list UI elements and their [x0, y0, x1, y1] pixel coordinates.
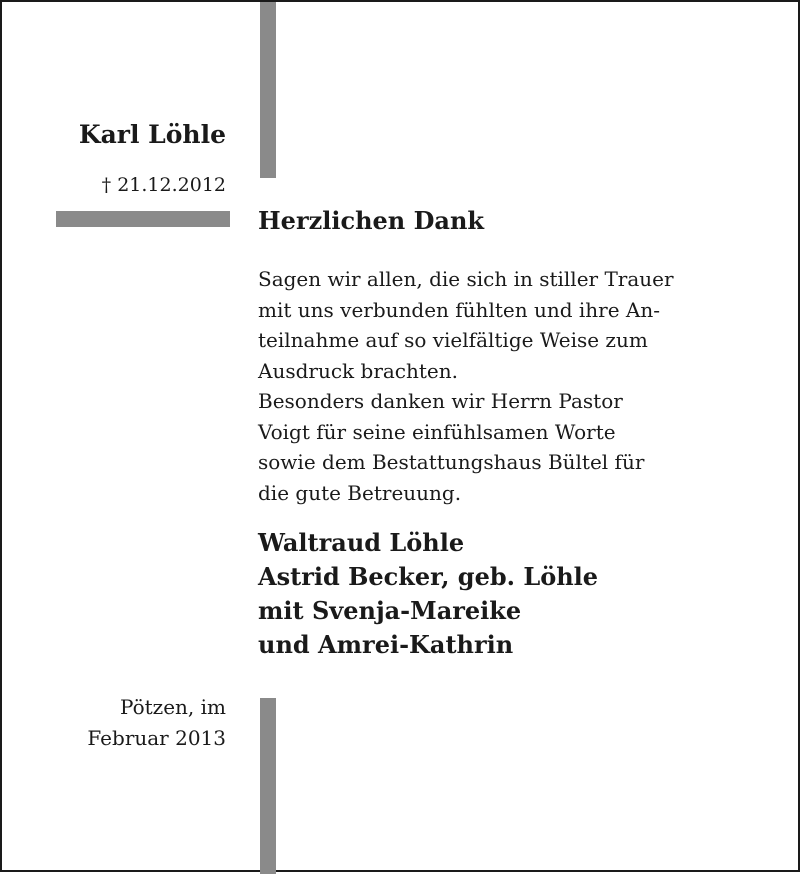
thanks-heading: Herzlichen Dank	[258, 206, 485, 235]
text-line: sowie dem Bestattungshaus Bültel für	[258, 450, 645, 474]
text-line: mit uns verbunden fühlten und ihre An-	[258, 297, 660, 322]
text-line: Besonders danken wir Herrn Pastor	[258, 389, 623, 413]
place-date	[87, 692, 226, 754]
signer-line: mit Svenja-Mareike	[258, 596, 522, 625]
cross-bar-horizontal	[56, 211, 230, 227]
cross-bar-bottom	[260, 698, 276, 874]
text-line: Sagen wir allen, die sich in stiller Trauer	[258, 267, 674, 291]
place-line: Pötzen, im	[119, 695, 226, 719]
signer-line: Astrid Becker, geb. Löhle	[258, 562, 599, 591]
signer-line: und Amrei-Kathrin	[258, 630, 514, 659]
thanks-text	[258, 264, 674, 508]
deceased-name: Karl Löhle	[78, 120, 226, 149]
text-line: teilnahme auf so vielfältige Weise zum	[258, 328, 648, 352]
date-line: Februar 2013	[87, 726, 226, 750]
signers-block	[258, 526, 598, 662]
text-line: die gute Betreuung.	[258, 480, 462, 505]
text-line: Voigt für seine einfühlsamen Worte	[258, 419, 616, 444]
death-date: † 21.12.2012	[101, 174, 226, 196]
cross-bar-top	[260, 2, 276, 178]
text-line: Ausdruck brachten.	[258, 358, 458, 383]
signer-line: Waltraud Löhle	[258, 528, 465, 557]
